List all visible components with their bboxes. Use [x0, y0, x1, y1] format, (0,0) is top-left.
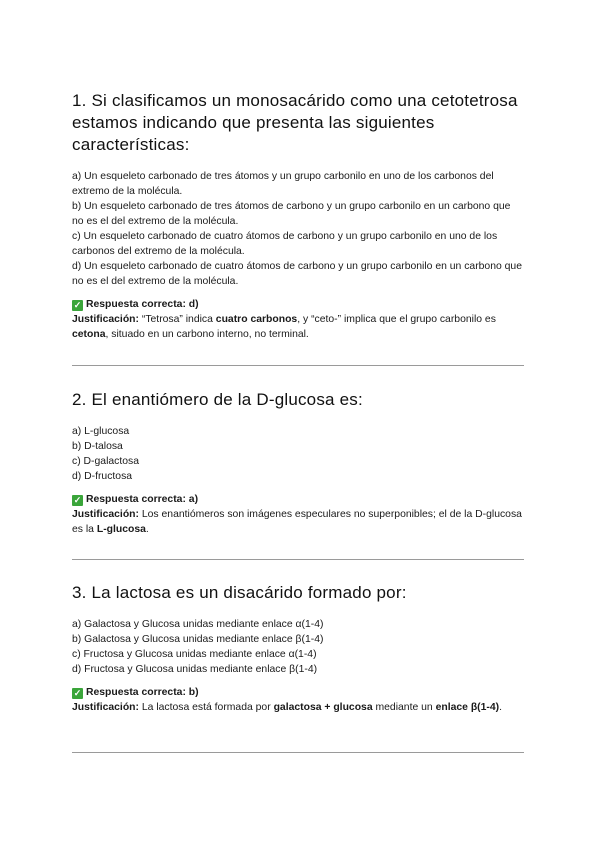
question-1 [72, 90, 524, 342]
option-c: c) Fructosa y Glucosa unidas mediante enlace α(1-4) [72, 649, 317, 660]
justification-label: Justificación: [72, 702, 139, 713]
justification [72, 507, 524, 537]
justification-text: . [499, 702, 502, 713]
option-a: a) L-glucosa [72, 426, 130, 437]
option-b: b) Un esqueleto carbonado de tres átomos de carbono y un grupo carbonilo en un carbono que no es el del extremo de la molécula. [72, 201, 511, 227]
question-2 [72, 389, 524, 537]
justification-text: , y “ceto-” implica que el grupo carbonilo es [297, 314, 496, 325]
justification-text: La lactosa está formada por [138, 702, 274, 713]
justification-text: L-glucosa [96, 524, 146, 535]
question-3 [72, 582, 524, 715]
answer-label: Respuesta correcta: a) [86, 494, 199, 505]
option-d: d) D-fructosa [72, 471, 133, 482]
question-title: 3. La lactosa es un disacárido formado por: [72, 583, 407, 602]
option-d: d) Un esqueleto carbonado de cuatro átomos de carbono y un grupo carbonilo en un carbono que no es el del extremo de la molécula. [72, 261, 522, 287]
option-a: a) Galactosa y Glucosa unidas mediante enlace α(1-4) [72, 619, 324, 630]
option-a: a) Un esqueleto carbonado de tres átomos y un grupo carbonilo en uno de los carbonos del extremo de la molécula. [72, 171, 494, 197]
justification-text: . [145, 524, 149, 535]
correct-answer [72, 297, 524, 312]
option-c: c) Un esqueleto carbonado de cuatro átomos de carbono y un grupo carbonilo en uno de los carbonos del extremo de la molécula. [72, 231, 498, 257]
options-list [72, 424, 524, 484]
separator [72, 365, 524, 366]
separator [72, 752, 524, 753]
option-d: d) Fructosa y Glucosa unidas mediante enlace β(1-4) [72, 664, 318, 675]
options-list [72, 617, 524, 677]
justification-text: cuatro carbonos [215, 314, 298, 325]
justification-text: mediante un [372, 702, 436, 713]
justification [72, 312, 524, 342]
correct-answer [72, 492, 524, 507]
justification-label: Justificación: [72, 509, 139, 520]
justification-text: galactosa + glucosa [273, 702, 373, 713]
justification-label: Justificación: [72, 314, 139, 325]
option-b: b) D-talosa [72, 441, 123, 452]
justification-text: enlace β(1-4) [435, 702, 500, 713]
justification-text: Los enantiómeros son imágenes especulares no superponibles; el de la D-glucosa es la [72, 509, 522, 535]
separator [72, 559, 524, 560]
justification-text: “Tetrosa” indica [138, 314, 216, 325]
check-mark-icon: ✓ [73, 300, 82, 310]
justification [72, 700, 524, 715]
check-mark-icon: ✓ [73, 688, 82, 698]
question-title: 2. El enantiómero de la D-glucosa es: [72, 390, 363, 409]
answer-label: Respuesta correcta: b) [86, 687, 199, 698]
option-b: b) Galactosa y Glucosa unidas mediante enlace β(1-4) [72, 634, 324, 645]
option-c: c) D-galactosa [72, 456, 139, 467]
answer-label: Respuesta correcta: d) [86, 299, 199, 310]
options-list [72, 169, 524, 289]
justification-text: , situado en un carbono interno, no terminal. [105, 329, 309, 340]
question-title: 1. Si clasificamos un monosacárido como una cetotetrosa estamos indicando que presenta las siguientes características: [72, 91, 518, 154]
justification-text: cetona [72, 329, 106, 340]
correct-answer [72, 685, 524, 700]
check-mark-icon: ✓ [73, 495, 82, 505]
